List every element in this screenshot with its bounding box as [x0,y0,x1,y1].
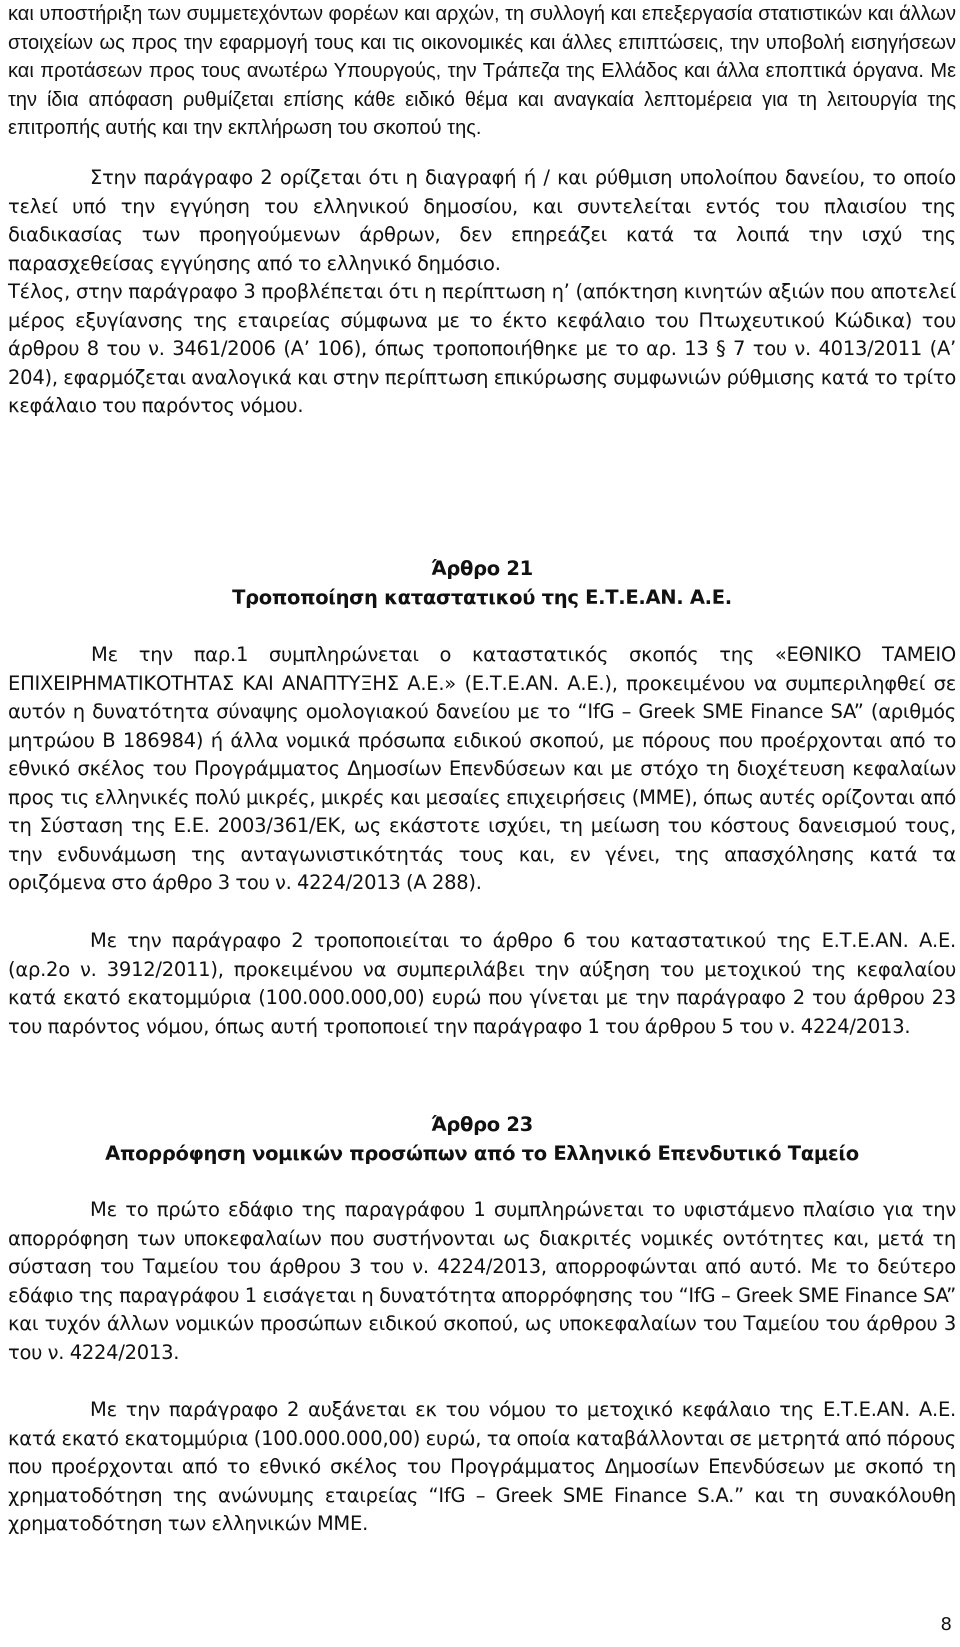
page-number: 8 [940,1614,952,1635]
article-23-title: Απορρόφηση νομικών προσώπων από το Ελληνικό Επενδυτικό Ταμείο [105,1142,859,1165]
article-21-paragraph-1: Με την παρ.1 συμπληρώνεται ο καταστατικός σκοπός της «ΕΘΝΙΚΟ ΤΑΜΕΙΟ ΕΠΙΧΕΙΡΗΜΑΤΙΚΟΤΗΤΑΣ ΚΑΙ ΑΝΑΠΤΥΞΗΣ Α.Ε.» (Ε.Τ.Ε.ΑΝ. Α.Ε.), προκειμένου να συμπεριληφθεί σε αυτόν η δυνατότητα σύναψης ομολογιακού δανείου με το “IfG – Greek SME Finance SA” (αριθμός μητρώου Β 186984) ή άλλα νομικά πρόσωπα ειδικού σκοπού, με πόρους που προέρχονται από το εθνικό σκέλος του Προγράμματος Δημοσίων Επενδύσεων και με στόχο τη διοχέτευση κεφαλαίων προς τις ελληνικές πολύ μικρές, μικρές και μεσαίες επιχειρήσεις (ΜΜΕ), όπως αυτές ορίζονται από τη Σύσταση της Ε.Ε. 2003/361/ΕΚ, ως εκάστοτε ισχύει, τη μείωση του κόστους δανεισμού τους, την ενδυνάμωση της ανταγωνιστικότητάς τους και, εν γένει, της απασχόλησης κατά τα οριζόμενα στο άρθρο 3 του ν. 4224/2013 (Α 288). [8,643,956,894]
article-21-title: Τροποποίηση καταστατικού της Ε.Τ.Ε.ΑΝ. Α.Ε. [232,586,732,609]
paragraph-committee: και υποστήριξη των συμμετεχόντων φορέων και αρχών, τη συλλογή και επεξεργασία στατιστικών και άλλων στοιχείων ως προς την εφαρμογή τους και τις οικονομικές και άλλες επιπτώσεις, την υποβολή εισηγήσεων και προτάσεων προς τους ανωτέρω Υπουργούς, την Τράπεζα της Ελλάδος και άλλα εποπτικά όργανα. Με την ίδια απόφαση ρυθμίζεται επίσης κάθε ειδικό θέμα και αναγκαία λεπτομέρεια για τη λειτουργία της επιτροπής αυτής και την εκπλήρωση του σκοπού της. [8,3,956,139]
article-21-paragraph-2: Με την παράγραφο 2 τροποποιείται το άρθρο 6 του καταστατικού της Ε.Τ.Ε.ΑΝ. Α.Ε. (αρ.2ο ν. 3912/2011), προκειμένου να συμπεριλάβει την αύξηση του μετοχικού της κεφαλαίου κατά εκατό εκατομμύρια (100.000.000,00) ευρώ που γίνεται με την παράγραφο 2 του άρθρου 23 του παρόντος νόμου, όπως αυτή τροποποιεί την παράγραφο 1 του άρθρου 5 του ν. 4224/2013. [8,929,956,1038]
article-23-number: Άρθρο 23 [431,1113,533,1136]
article-23-paragraph-1: Με το πρώτο εδάφιο της παραγράφου 1 συμπληρώνεται το υφιστάμενο πλαίσιο για την απορρόφηση των υποκεφαλαίων που συστήνονται ως διακριτές νομικές οντότητες και, μετά τη σύσταση του Ταμείου του άρθρου 3 του ν. 4224/2013, απορροφώνται από αυτό. Με το δεύτερο εδάφιο της παραγράφου 1 εισάγεται η δυνατότητα απορρόφησης του “IfG – Greek SME Finance SA” και τυχόν άλλων νομικών προσώπων ειδικού σκοπού, ως υποκεφαλαίων του Ταμείου του άρθρου 3 του ν. 4224/2013. [8,1198,956,1364]
paragraph-guarantee: Στην παράγραφο 2 ορίζεται ότι η διαγραφή ή / και ρύθμιση υπολοίπου δανείου, το οποίο τελεί υπό την εγγύηση του ελληνικού δημοσίου, και συντελείται εντός του πλαισίου της διαδικασίας των προηγούμενων άρθρων, δεν επηρεάζει κατά τα λοιπά την ισχύ της παρασχεθείσας εγγύησης από το ελληνικό δημόσιο. [8,166,956,275]
paragraph-securities: Τέλος, στην παράγραφο 3 προβλέπεται ότι η περίπτωση η’ (απόκτηση κινητών αξιών που αποτελεί μέρος εξυγίανσης της εταιρείας σύμφωνα με το έκτο κεφάλαιο του Πτωχευτικού Κώδικα) του άρθρου 8 του ν. 3461/2006 (Α’ 106), όπως τροποποιήθηκε με το αρ. 13 § 7 του ν. 4013/2011 (Α’ 204), εφαρμόζεται αναλογικά και στην περίπτωση επικύρωσης συμφωνιών ρύθμισης κατά το τρίτο κεφάλαιο του παρόντος νόμου. [8,280,956,417]
article-23-paragraph-2: Με την παράγραφο 2 αυξάνεται εκ του νόμου το μετοχικό κεφάλαιο της Ε.Τ.Ε.ΑΝ. Α.Ε. κατά εκατό εκατομμύρια (100.000.000,00) ευρώ, τα οποία καταβάλλονται σε μετρητά από πόρους που προέρχονται από το εθνικό σκέλος του Προγράμματος Δημοσίων Επενδύσεων με σκοπό τη χρηματοδότηση της ανώνυμης εταιρείας “IfG – Greek SME Finance S.A.” και τη συνακόλουθη χρηματοδότηση των ελληνικών ΜΜΕ. [8,1398,956,1535]
article-21-number: Άρθρο 21 [431,557,533,580]
